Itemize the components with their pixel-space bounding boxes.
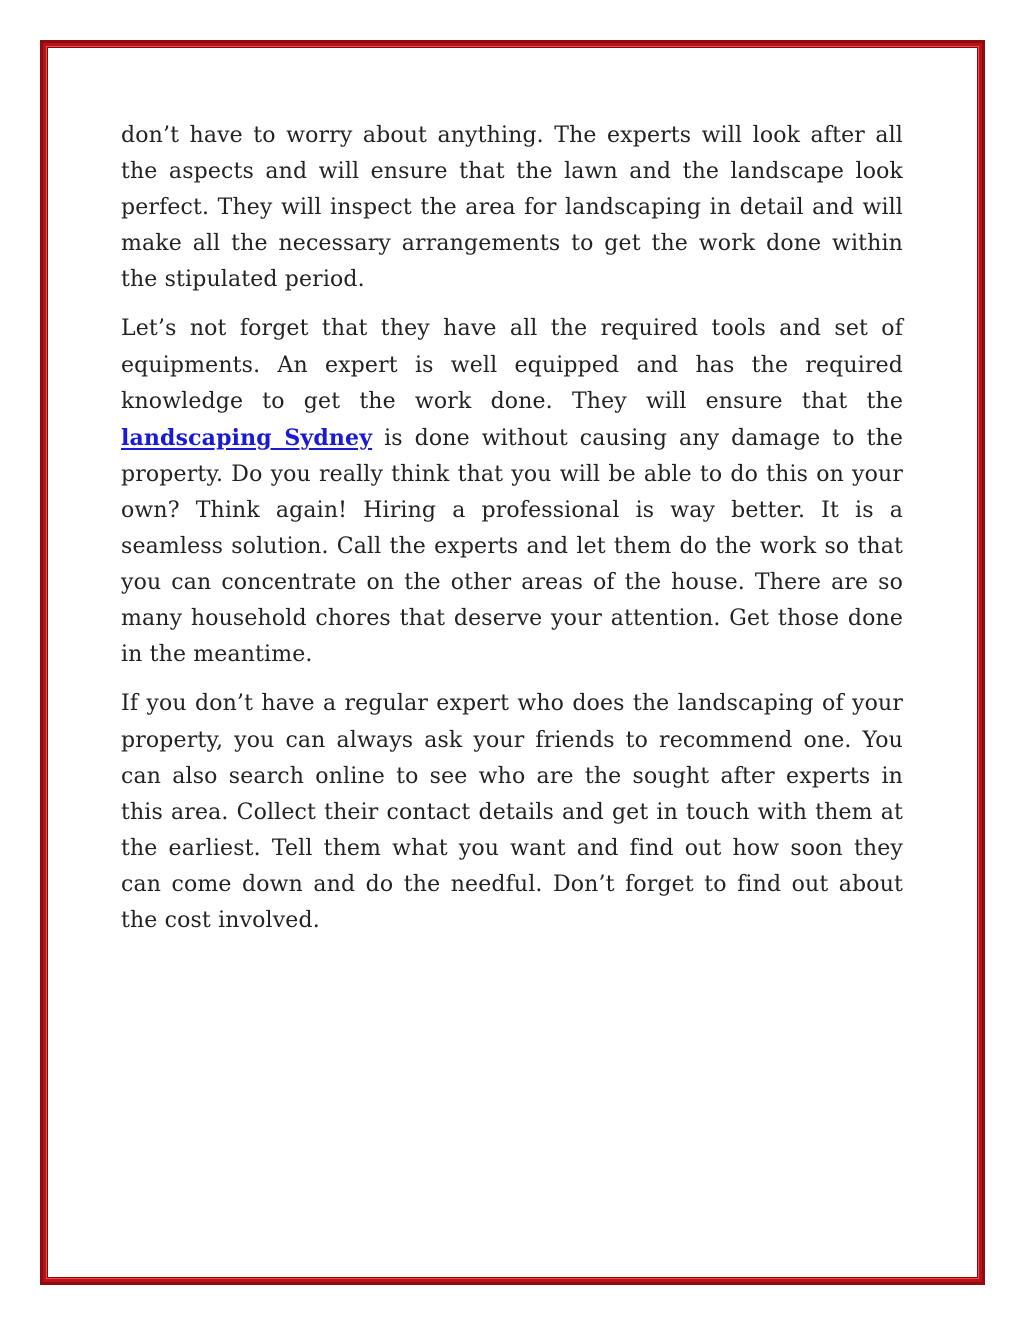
landscaping-sydney-link[interactable]: landscaping Sydney [121,424,373,451]
paragraph-1: don’t have to worry about anything. The experts will look after all the aspects and will ensure that the lawn and the landscape look perfect. They will inspect the area for landscaping in detail and will make all the necessary arrangements to get the work done within the stipulated period. [121,123,903,293]
paragraph-3: If you don’t have a regular expert who does the landscaping of your property, you can always ask your friends to recommend one. You can also search online to see who are the sought after experts in this area. Collect their contact details and get in touch with them at the earliest. Tell them what you want and find out how soon they can come down and do the needful. Don’t forget to find out about the cost involved. [121,691,903,933]
paragraph-2 [121,311,903,673]
paragraph-2-text-after-link: is done without causing any damage to the property. Do you really think that you will be able to do this on your own? Think again! Hiring a professional is way better. It is a seamless solution. Call the experts and let them do the work so that you can concentrate on the other areas of the house. There are so many household chores that deserve your attention. Get those done in the meantime. [121,425,904,668]
document-body [121,118,903,952]
paragraph-2-text-before-link: Let’s not forget that they have all the required tools and set of equipments. An expert is well equipped and has the required knowledge to get the work done. They will ensure that the [121,316,903,414]
